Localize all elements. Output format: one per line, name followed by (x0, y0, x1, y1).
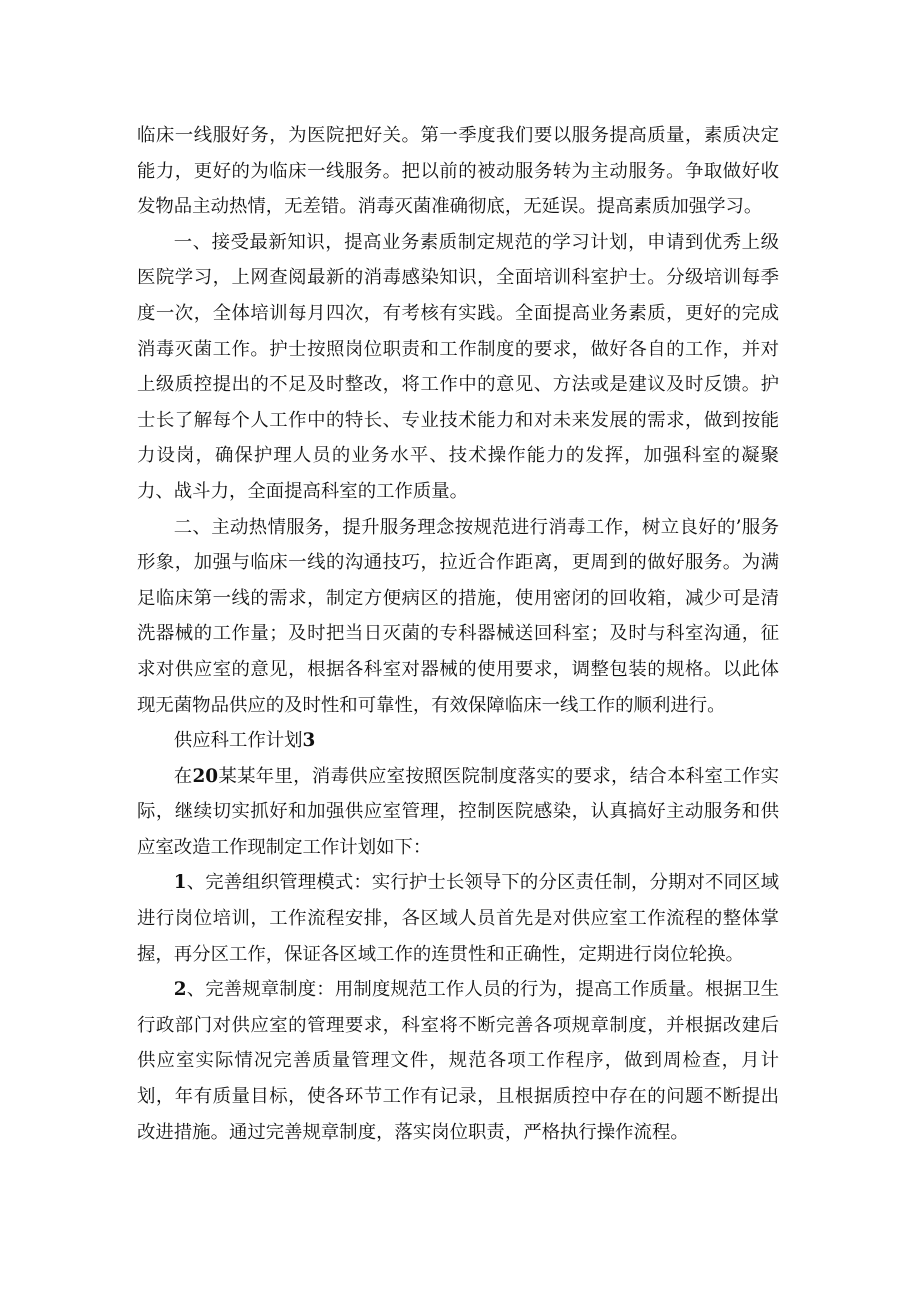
list-item-1 (137, 865, 779, 972)
section-heading-text: 供应科工作计划 (173, 730, 303, 752)
section-heading-number: 3 (302, 730, 316, 752)
intro-rest: 某某年里，消毒供应室按照医院制度落实的要求，结合本科室工作实际，继续切实抓好和加强供应室管理，控制医院感染，认真搞好主动服务和供应室改造工作现制定工作计划如下： (137, 765, 779, 858)
list-item-text: 、完善规章制度：用制度规范工作人员的行为，提高工作质量。根据卫生行政部门对供应室的管理要求，科室将不断完善各项规章制度，并根据改建后供应室实际情况完善质量管理文件，规范各项工作程序，做到周检查，月计划，年有质量目标，使各环节工作有记录，且根据质控中存在的问题不断提出改进措施。通过完善规章制度，落实岗位职责，严格执行操作流程。 (137, 979, 779, 1143)
paragraph-section-one: 一、接受最新知识，提高业务素质制定规范的学习计划，申请到优秀上级医院学习，上网查阅最新的消毒感染知识，全面培训科室护士。分级培训每季度一次，全体培训每月四次，有考核有实践。全面提高业务素质，更好的完成消毒灭菌工作。护士按照岗位职责和工作制度的要求，做好各自的工作，并对上级质控提出的不足及时整改，将工作中的意见、方法或是建议及时反馈。护士长了解每个人工作中的特长、专业技术能力和对未来发展的需求，做到按能力设岗，确保护理人员的业务水平、技术操作能力的发挥，加强科室的凝聚力、战斗力，全面提高科室的工作质量。 (137, 231, 779, 502)
document-body (137, 118, 779, 1150)
intro-paragraph (137, 759, 779, 866)
list-item-number: 2 (173, 979, 187, 1001)
section-heading (137, 723, 779, 759)
paragraph-section-two: 二、主动热情服务，提升服务理念按规范进行消毒工作，树立良好的’服务形象，加强与临床一线的沟通技巧，拉近合作距离，更周到的做好服务。为满足临床第一线的需求，制定方便病区的措施，使用密闭的回收箱，减少可是清洗器械的工作量；及时把当日灭菌的专科器械送回科室；及时与科室沟通，征求对供应室的意见，根据各科室对器械的使用要求，调整包装的规格。以此体现无菌物品供应的及时性和可靠性，有效保障临床一线工作的顺利进行。 (137, 516, 779, 716)
list-item-2 (137, 972, 779, 1150)
list-item-text: 、完善组织管理模式：实行护士长领导下的分区责任制，分期对不同区域进行岗位培训，工作流程安排，各区域人员首先是对供应室工作流程的整体掌握，再分区工作，保证各区域工作的连贯性和正确性，定期进行岗位轮换。 (137, 872, 779, 965)
paragraph-continuation: 临床一线服好务，为医院把好关。第一季度我们要以服务提高质量，素质决定能力，更好的为临床一线服务。把以前的被动服务转为主动服务。争取做好收发物品主动热情，无差错。消毒灭菌准确彻底，无延误。提高素质加强学习。 (137, 125, 779, 218)
intro-year: 20 (192, 765, 219, 787)
intro-pre: 在 (173, 765, 193, 787)
list-item-number: 1 (173, 872, 187, 894)
